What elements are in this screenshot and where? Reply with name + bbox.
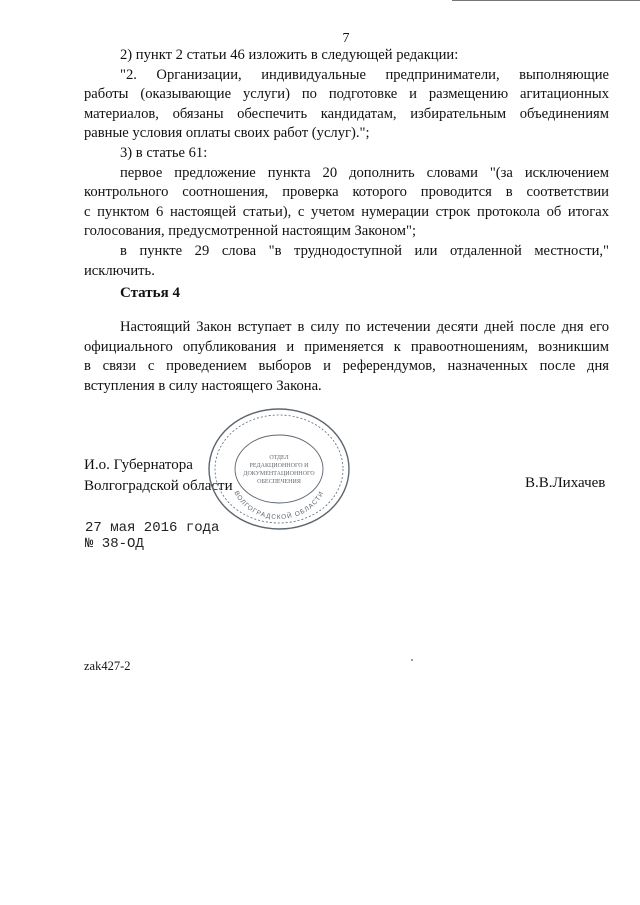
seal-center-line2: РЕДАКЦИОННОГО И <box>249 463 309 469</box>
text-line: материалов, обязаны обеспечить кандидатам, избирательным объединениям <box>84 105 609 122</box>
footer-code: zak427-2 <box>84 659 131 673</box>
text-line: вступления в силу настоящего Закона. <box>84 377 322 394</box>
text-line: первое предложение пункта 20 дополнить словами "(за исключением <box>120 164 609 181</box>
text-line: с пунктом 6 настоящей статьи), с учетом нумерации строк протокола об итогах <box>84 203 609 220</box>
text-line: 2) пункт 2 статьи 46 изложить в следующей редакции: <box>120 47 459 63</box>
official-seal <box>205 405 353 533</box>
registration-stamp <box>85 520 219 552</box>
scan-speck <box>411 659 413 661</box>
svg-text:ВОЛГОГРАДСКОЙ ОБЛАСТИ <box>232 490 325 521</box>
signatory-title-line2: Волгоградской области <box>84 478 233 494</box>
article-4-text <box>84 318 609 396</box>
text-line: "2. Организации, индивидуальные предприниматели, выполняющие <box>120 66 609 83</box>
text-line: голосования, предусмотренной настоящим Законом"; <box>84 223 417 240</box>
text-line: 3) в статье 61: <box>120 144 208 161</box>
stamp-date: 27 мая 2016 года <box>85 520 220 536</box>
seal-bottom-text: ВОЛГОГРАДСКОЙ ОБЛАСТИ <box>232 489 326 522</box>
text-line: Настоящий Закон вступает в силу по истечении десяти дней после дня его <box>120 319 609 335</box>
seal-center-line3: ДОКУМЕНТАЦИОННОГО <box>243 471 315 477</box>
seal-center-line1: ОТДЕЛ <box>269 455 289 461</box>
stamp-number: № 38-ОД <box>85 536 144 552</box>
text-line: официального опубликования и применяется к правоотношениям, возникшим <box>84 338 609 355</box>
article-4-heading: Статья 4 <box>120 285 180 301</box>
seal-center-line4: ОБЕСПЕЧЕНИЯ <box>257 479 301 485</box>
text-line: исключить. <box>84 262 155 279</box>
text-line: работы (оказывающие услуги) по подготовке и размещению агитационных <box>84 86 609 103</box>
text-line: в пункте 29 слова "в труднодоступной или отдаленной местности," <box>120 242 609 259</box>
text-line: контрольного соотношения, проверка которого проводится в соответствии <box>84 184 609 201</box>
page-number: 7 <box>342 31 350 46</box>
text-line: в связи с проведением выборов и референдумов, назначенных после дня <box>84 358 609 375</box>
signatory-title-line1: И.о. Губернатора <box>84 457 193 473</box>
signatory-name: В.В.Лихачев <box>525 475 606 491</box>
corner-line <box>452 0 640 1</box>
section-3-text <box>84 46 609 281</box>
text-line: равные условия оплаты своих работ (услуг)."; <box>84 125 370 142</box>
